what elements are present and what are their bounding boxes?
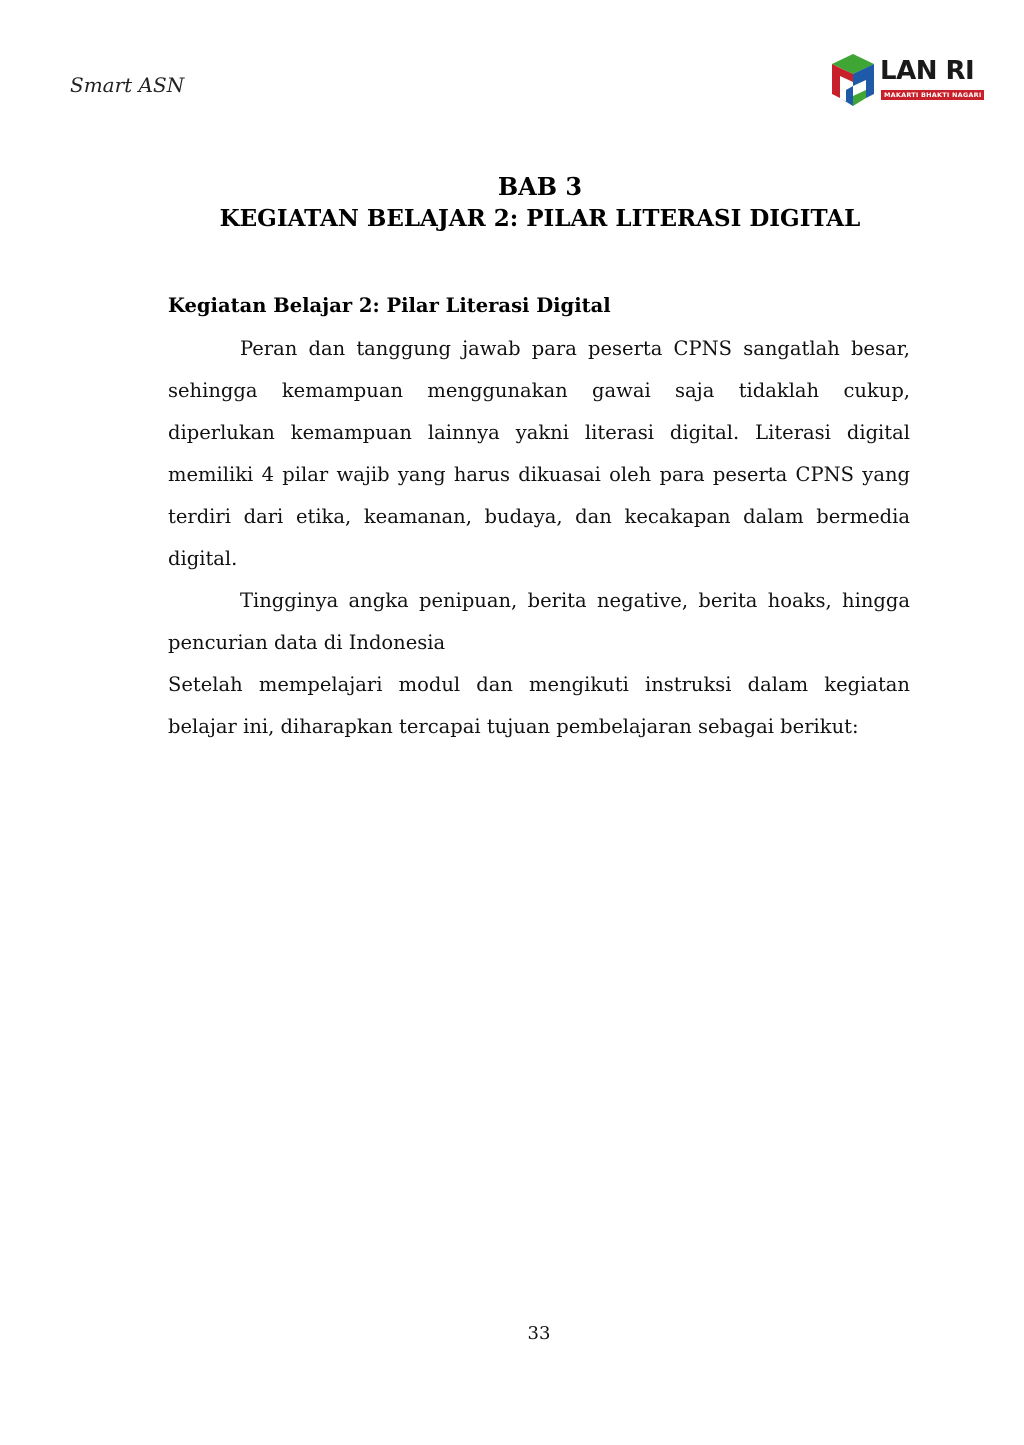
body-paragraph: Setelah mempelajari modul dan mengikuti instruksi dalam kegiatan belajar ini, diharapkan tercapai tujuan pembelajaran sebagai berikut: xyxy=(168,673,910,738)
body-paragraph: Tingginya angka penipuan, berita negative, berita hoaks, hingga pencurian data di Indonesia xyxy=(168,589,910,654)
logo-wordmark: LAN RI xyxy=(880,56,975,86)
chapter-number: BAB 3 xyxy=(497,172,583,201)
lan-ri-logo-mark-icon xyxy=(828,50,878,112)
page-number: 33 xyxy=(527,1323,551,1344)
running-header: Smart ASN xyxy=(70,73,185,97)
logo-tagline: MAKARTI BHAKTI NAGARI xyxy=(881,90,984,100)
section-heading: Kegiatan Belajar 2: Pilar Literasi Digital xyxy=(168,294,611,317)
body-paragraph: Peran dan tanggung jawab para peserta CPNS sangatlah besar, sehingga kemampuan menggunakan gawai saja tidaklah cukup, diperlukan kemampuan lainnya yakni literasi digital. Literasi digital memiliki 4 pilar wajib yang harus dikuasai oleh para peserta CPNS yang terdiri dari etika, keamanan, budaya, dan kecakapan dalam bermedia digital. xyxy=(168,337,910,570)
chapter-title: KEGIATAN BELAJAR 2: PILAR LITERASI DIGITAL xyxy=(219,205,861,232)
lan-ri-logo xyxy=(828,50,984,112)
